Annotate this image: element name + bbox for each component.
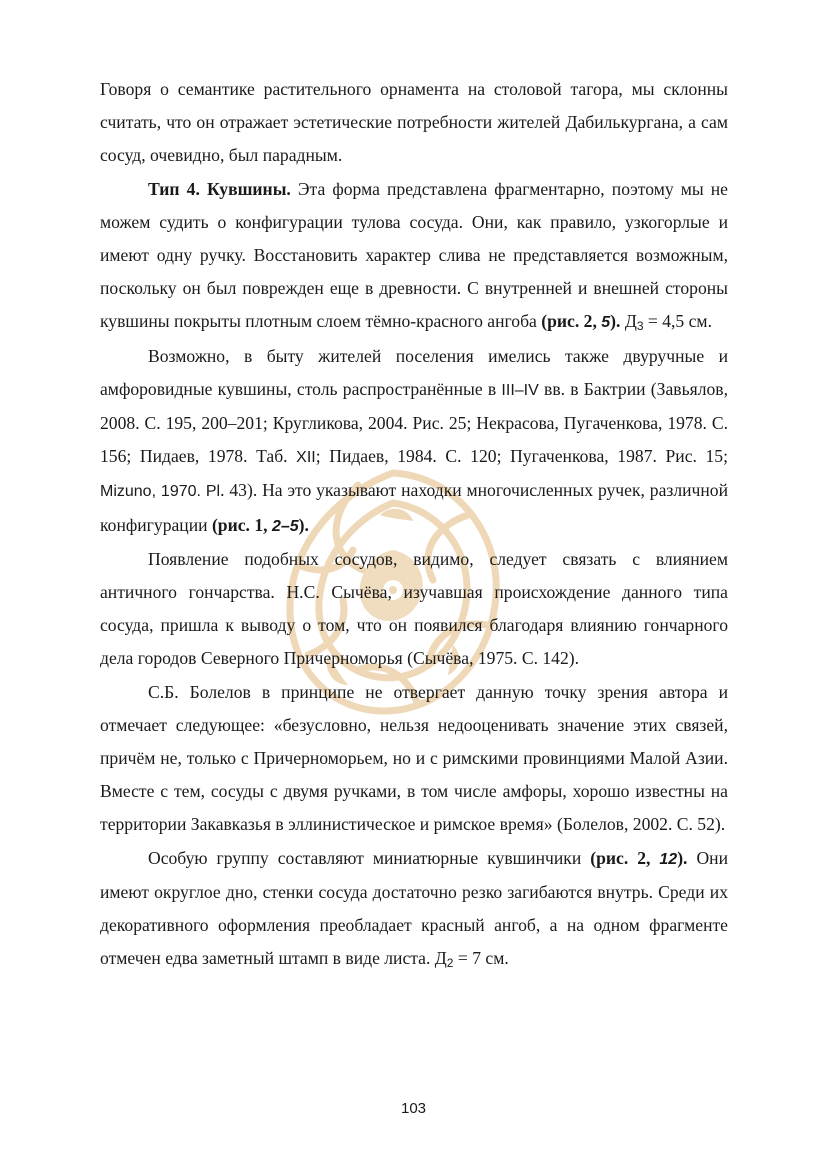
text-segment: Возможно, в быту жителей поселения имелись также двуручные и амфоровидные кувшины, столь распространённые в — [100, 345, 728, 399]
text-segment: Говоря о семантике растительного орнамента на столовой тагора, мы склонны считать, что он отражает эстетические потребности жителей Дабилькургана, а сам сосуд, очевидно, был парадным. — [100, 79, 728, 166]
text-segment: 3 — [636, 319, 644, 334]
text-segment: 5 — [601, 314, 611, 332]
text-segment: Они имеют округлое дно, стенки сосуда достаточно резко загибаются внутрь. Среди их декоративного оформления преобладает красный ангоб, а на одном фрагменте отмечен едва заметный штамп в виде листа. Д — [100, 847, 728, 969]
text-segment: III–IV — [501, 381, 539, 399]
text-segment: XII — [296, 449, 316, 467]
text-segment: (рис. 2, — [590, 847, 660, 868]
document-body — [100, 73, 728, 975]
text-segment: . 43). На это указывают находки многочисленных ручек, различной конфигурации — [100, 480, 728, 535]
paragraph-5 — [100, 676, 728, 842]
paragraph-6 — [100, 842, 728, 976]
text-segment: ). — [298, 514, 309, 535]
text-segment: 2 — [446, 956, 454, 971]
text-segment: (рис. 2, — [541, 311, 602, 332]
text-segment: 12 — [659, 850, 678, 868]
text-segment: ). — [677, 847, 688, 868]
text-segment: ). — [610, 311, 621, 332]
text-segment: 2–5 — [271, 517, 299, 535]
text-segment: С.Б. Болелов в принципе не отвергает данную точку зрения автора и отмечает следующее: «безусловно, нельзя недооценивать значение этих связей, причём не, только с Причерноморьем, но и с римскими провинциями Малой Азии. Вместе с тем, сосуды с двумя ручками, в том числе амфоры, хорошо известны на территории Закавказья в эллинистическое и римское время» (Болелов, 2002. С. 52). — [100, 681, 728, 835]
text-segment: вв. в Бактрии (Завьялов, 2008. С. 195, 200–201; Кругликова, 2004. Рис. 25; Некрасова, Пугаченкова, 1978. С. 156; Пидаев, 1978. Таб. — [100, 378, 728, 467]
text-segment: (рис. 1, — [211, 514, 272, 535]
text-segment: = 4,5 см. — [643, 311, 712, 332]
paragraph-2 — [100, 173, 728, 340]
text-segment: = 7 см. — [453, 948, 509, 969]
paragraph-4 — [100, 543, 728, 676]
text-segment: Д — [620, 311, 637, 332]
paragraph-3 — [100, 340, 728, 543]
page-number: 103 — [400, 1100, 427, 1117]
paragraph-1 — [100, 73, 728, 173]
text-segment: Эта форма представлена фрагментарно, поэтому мы не можем судить о конфигурации тулова сосуда. Они, как правило, узкогорлые и имеют одну ручку. Восстановить характер слива не представляется возможным, поскольку он был поврежден еще в древности. С внутренней и внешней стороны кувшины покрыты плотным слоем тёмно-красного ангоба — [100, 178, 728, 332]
text-segment: Mizuno, 1970. Pl — [100, 483, 221, 501]
text-segment: Особую группу составляют миниатюрные кувшинчики — [148, 847, 591, 868]
text-segment: Появление подобных сосудов, видимо, следует связать с влиянием античного гончарства. Н.С. Сычёва, изучавшая происхождение данного типа сосуда, пришла к выводу о том, что он появился благодаря влиянию гончарного дела городов Северного Причерноморья (Сычёва, 1975. С. 142). — [100, 548, 728, 669]
text-segment: Тип 4. Кувшины. — [148, 178, 291, 199]
text-segment: ; Пидаев, 1984. С. 120; Пугаченкова, 1987. Рис. 15; — [315, 446, 728, 467]
